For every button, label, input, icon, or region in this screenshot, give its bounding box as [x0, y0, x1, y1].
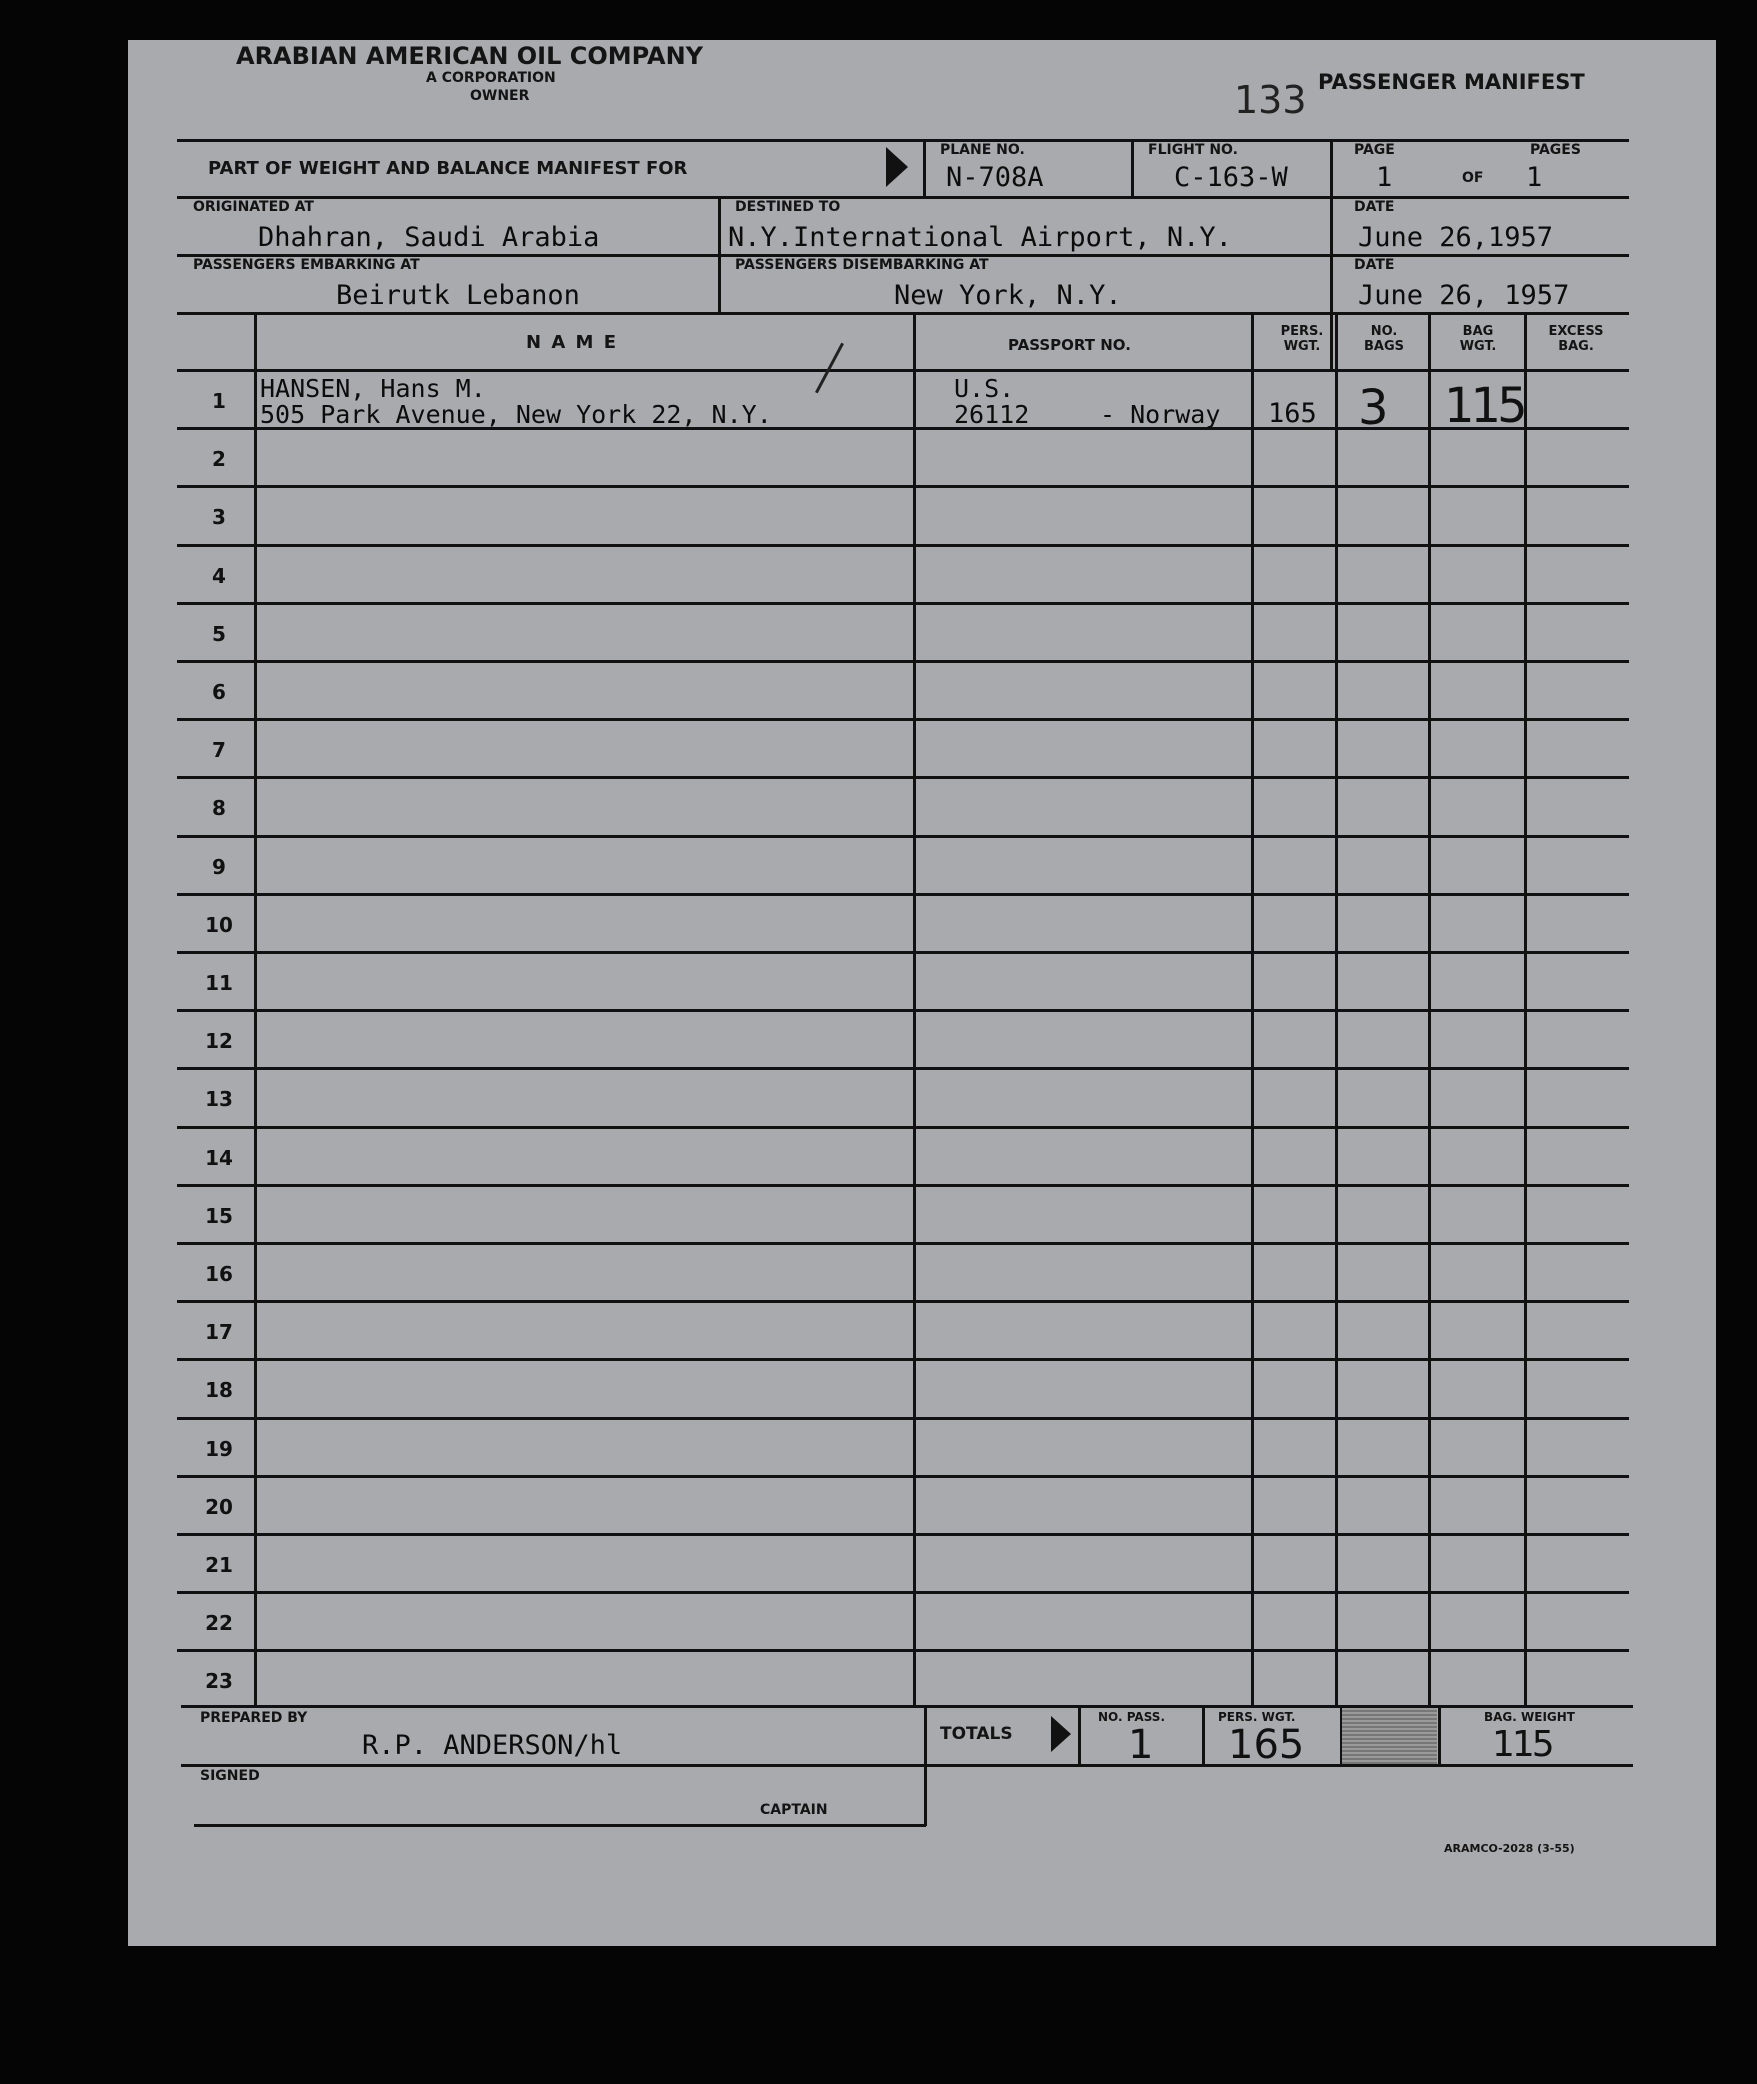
row-number: 12 [205, 1029, 233, 1054]
table-row-line [177, 776, 1629, 779]
row-number: 1 [212, 389, 226, 413]
total-bag-weight-label: BAG. WEIGHT [1484, 1710, 1575, 1724]
table-row-line [177, 602, 1629, 605]
column-header-name: N A M E [526, 332, 619, 353]
column-header-bag-wgt: BAG WGT. [1459, 324, 1497, 354]
row-number: 21 [205, 1553, 233, 1577]
passenger-no-bags: 3 [1358, 380, 1389, 436]
embark-date-value: June 26, 1957 [1358, 280, 1570, 311]
passenger-bag-wgt: 115 [1444, 378, 1524, 434]
table-row-line [177, 951, 1629, 954]
total-no-pass-value: 1 [1128, 1722, 1154, 1768]
flight-no-value: C-163-W [1174, 162, 1288, 193]
column-header-no-bags: NO. BAGS [1363, 324, 1404, 354]
manifest-for-label: PART OF WEIGHT AND BALANCE MANIFEST FOR [208, 158, 688, 179]
row-number: 2 [212, 447, 226, 472]
destined-value: N.Y.International Airport, N.Y. [728, 222, 1232, 253]
document-title: PASSENGER MANIFEST [1318, 70, 1585, 94]
pages-label: PAGES [1530, 142, 1581, 158]
rule-footer-bottom [194, 1824, 926, 1827]
embarking-value: Beirutk Lebanon [336, 280, 580, 311]
table-row-line [177, 1475, 1629, 1478]
page-value: 1 [1376, 162, 1393, 193]
row-number: 17 [205, 1320, 233, 1345]
passport-country: U.S. [954, 374, 1015, 403]
disembarking-value: New York, N.Y. [894, 280, 1122, 311]
row-number: 22 [205, 1611, 233, 1636]
disembarking-label: PASSENGERS DISEMBARKING AT [735, 257, 989, 273]
flight-no-label: FLIGHT NO. [1148, 142, 1238, 158]
row-number: 4 [212, 563, 226, 588]
row-number: 8 [212, 796, 226, 821]
row-number: 9 [212, 854, 226, 879]
company-name: ARABIAN AMERICAN OIL COMPANY [236, 42, 704, 70]
rule-footer-mid [181, 1764, 1633, 1767]
originated-value: Dhahran, Saudi Arabia [258, 222, 600, 253]
row-number: 5 [212, 621, 226, 646]
table-row-line [177, 1126, 1629, 1129]
shaded-total-cell [1342, 1708, 1437, 1764]
arrow-right-icon [1051, 1716, 1071, 1752]
table-row-line [177, 485, 1629, 488]
plane-no-value: N-708A [946, 162, 1044, 193]
row-number: 23 [205, 1669, 233, 1694]
rule-top [177, 139, 1629, 142]
row-number: 13 [205, 1087, 233, 1112]
passport-number: 26112 [954, 400, 1030, 429]
column-header-pers-wgt: PERS. WGT. [1280, 324, 1324, 354]
origin-date-value: June 26,1957 [1358, 222, 1554, 253]
document-number: 133 [1234, 78, 1307, 122]
row-number: 15 [205, 1203, 233, 1228]
manifest-paper [128, 40, 1716, 1946]
table-row-line [177, 718, 1629, 721]
originated-label: ORIGINATED AT [193, 199, 314, 215]
row-number: 3 [212, 505, 226, 530]
table-row-line [177, 835, 1629, 838]
total-pers-wgt-label: PERS. WGT. [1218, 1710, 1296, 1724]
totals-label: TOTALS [940, 1724, 1013, 1744]
row-number: 14 [205, 1145, 233, 1170]
origin-date-label: DATE [1354, 199, 1395, 215]
row-number: 11 [205, 971, 233, 995]
table-row-line [177, 893, 1629, 896]
passenger-name: HANSEN, Hans M. [260, 374, 486, 403]
prepared-by-label: PREPARED BY [200, 1710, 308, 1726]
table-row-line [177, 1591, 1629, 1594]
row-number: 20 [205, 1494, 233, 1519]
table-row-line [177, 1649, 1629, 1652]
table-row-line [177, 1417, 1629, 1420]
page-label: PAGE [1354, 142, 1395, 158]
column-header-excess-bag: EXCESS BAG. [1548, 324, 1604, 354]
table-row-line [177, 1067, 1629, 1070]
captain-label: CAPTAIN [760, 1802, 828, 1818]
owner-label: OWNER [470, 88, 530, 104]
arrow-right-icon [886, 147, 908, 187]
passenger-address: 505 Park Avenue, New York 22, N.Y. [260, 400, 772, 429]
form-code: ARAMCO-2028 (3-55) [1444, 1842, 1575, 1855]
rule-embark [177, 312, 1629, 315]
column-header-passport: PASSPORT NO. [1008, 336, 1131, 354]
row-number: 18 [205, 1378, 233, 1403]
passport-note: - Norway [1100, 400, 1221, 429]
prepared-by-value: R.P. ANDERSON/hl [362, 1730, 623, 1761]
rule-column-header [177, 369, 1629, 372]
of-label: OF [1462, 170, 1484, 186]
table-row-line [177, 1184, 1629, 1187]
table-row-line [177, 1533, 1629, 1536]
table-row-line [177, 1358, 1629, 1361]
table-row-line [177, 1242, 1629, 1245]
destined-label: DESTINED TO [735, 199, 841, 215]
row-number: 16 [205, 1262, 233, 1286]
table-row-line [177, 1009, 1629, 1012]
corporation-label: A CORPORATION [426, 70, 556, 86]
embarking-label: PASSENGERS EMBARKING AT [193, 257, 420, 273]
pages-value: 1 [1526, 162, 1543, 193]
check-mark-icon [815, 343, 844, 394]
passenger-pers-wgt: 165 [1268, 398, 1317, 429]
embark-date-label: DATE [1354, 257, 1395, 273]
table-row-line [177, 544, 1629, 547]
table-row-line [177, 660, 1629, 663]
signed-label: SIGNED [200, 1768, 260, 1784]
total-bag-weight-value: 115 [1492, 1724, 1552, 1765]
row-number: 19 [205, 1436, 233, 1461]
row-number: 7 [212, 738, 226, 763]
total-no-pass-label: NO. PASS. [1098, 1710, 1166, 1724]
plane-no-label: PLANE NO. [940, 142, 1025, 158]
row-number: 10 [205, 912, 233, 937]
total-pers-wgt-value: 165 [1228, 1722, 1305, 1768]
row-number: 6 [212, 680, 226, 704]
table-row-line [177, 1300, 1629, 1303]
rule-manifest [177, 196, 1629, 199]
